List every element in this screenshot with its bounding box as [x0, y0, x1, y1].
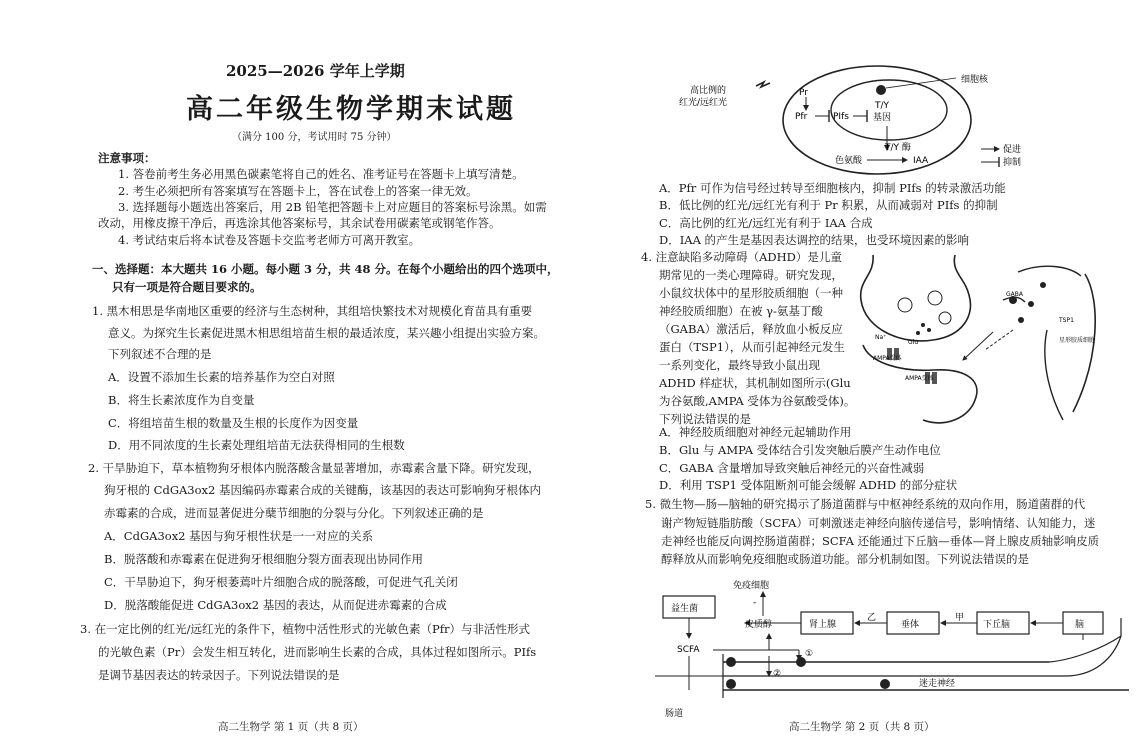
sodium-label: Na⁺: [875, 334, 887, 341]
ampa-receptor-label: AMPA受体: [905, 375, 934, 382]
question-4-stem: 神经胶质细胞）在被 γ-氨基丁酸: [659, 304, 823, 318]
ampa-receptor-label: AMPA受体: [873, 355, 902, 362]
ty-gene-label: T/Y: [875, 101, 890, 111]
page-2: [573, 0, 1146, 751]
light-label: 高比例的: [690, 86, 727, 96]
pathway-1-marker: ①: [805, 649, 814, 659]
q1-option-b: B．将生长素浓度作为自变量: [108, 393, 255, 407]
notice-line: 改动，用橡皮擦干净后，再选涂其他答案标号，其余试卷用碳素笔或钢笔作答。: [98, 216, 501, 230]
question-4-stem: 下列说法错误的是: [659, 412, 751, 426]
notice-title: 注意事项：: [98, 151, 156, 165]
q2-option-d: D．脱落酸能促进 CdGA3ox2 基因的表达，从而促进赤霉素的合成: [104, 598, 447, 612]
question-2-stem: 狗牙根的 CdGA3ox2 基因编码赤霉素合成的关键酶，该基因的表达可影响狗牙根体内: [104, 483, 542, 497]
gut-label: 肠道: [665, 709, 684, 719]
question-4-stem: 4. 注意缺陷多动障碍（ADHD）是儿童: [641, 250, 842, 264]
gut-brain-axis-diagram: [573, 0, 1146, 751]
question-4-stem: ADHD 样症状，其机制如图所示(Glu: [659, 376, 851, 390]
cortisol-label: 皮质醇: [745, 620, 773, 630]
notice-line: 4. 考试结束后将本试卷及答题卡交监考老师方可离开教室。: [118, 233, 421, 247]
q4-option-d: D．利用 TSP1 受体阻断剂可能会缓解 ADHD 的部分症状: [659, 478, 958, 492]
question-1-stem: 意义。为探究生长素促进黑木相思组培苗生根的最适浓度，某兴趣小组提出实验方案。: [108, 326, 545, 340]
q4-option-c: C．GABA 含量增加导致突触后神经元的兴奋性减弱: [659, 461, 925, 475]
question-4-stem: 一系列变化，最终导致小鼠出现: [659, 358, 820, 372]
q3-option-b: B．低比例的红光/远红光有利于 Pr 积累，从而减弱对 PIfs 的抑制: [659, 198, 998, 212]
light-label: 红光/远红光: [679, 98, 728, 108]
pituitary-box: 垂体: [901, 620, 920, 630]
exam-year: 2025—2026 学年上学期: [226, 62, 405, 80]
question-3-stem: 的光敏色素（Pr）会发生相互转化，进而影响生长素的合成，具体过程如图所示。PIfs: [98, 645, 537, 659]
tryptophan-label: 色氨酸: [835, 156, 863, 166]
question-4-stem: （GABA）激活后，释放血小板反应: [659, 322, 843, 336]
brain-box: 脑: [1075, 620, 1085, 630]
probiotic-label: 益生菌: [671, 604, 699, 614]
question-5-stem: 5. 微生物—肠—脑轴的研究揭示了肠道菌群与中枢神经系统的双向作用，肠道菌群的代: [645, 497, 1086, 511]
question-1-stem: 下列叙述不合理的是: [108, 347, 212, 361]
q1-option-a: A．设置不添加生长素的培养基作为空白对照: [108, 370, 335, 384]
question-5-stem: 醇释放从而影响免疫细胞或肠道功能。部分机制如图。下列说法错误的是: [661, 552, 1029, 566]
legend-promote: 促进: [1003, 145, 1022, 155]
q1-option-c: C．将组培苗生根的数量及生根的长度作为因变量: [108, 416, 359, 430]
pr-label: Pr: [799, 88, 808, 98]
ty-gene-label: 基因: [873, 113, 892, 123]
notice-line: 2. 考生必须把所有答案填写在答题卡上，答在试卷上的答案一律无效。: [118, 184, 478, 198]
hormone-a-label: 甲: [955, 613, 965, 623]
q4-option-b: B．Glu 与 AMPA 受体结合引发突触后膜产生动作电位: [659, 443, 941, 457]
iaa-label: IAA: [913, 156, 929, 166]
question-3-stem: 是调节基因表达的转录因子。下列说法错误的是: [98, 668, 340, 682]
pathway-2-marker: ②: [773, 669, 782, 679]
question-5-stem: 走神经也能反向调控肠道菌群；SCFA 还能通过下丘脑—垂体—肾上腺皮质轴影响皮质: [661, 534, 1100, 548]
notice-line: 1. 答卷前考生务必用黑色碳素笔将自己的姓名、准考证号在答题卡上填写清楚。: [118, 167, 524, 181]
q2-option-a: A．CdGA3ox2 基因与狗牙根性状是一一对应的关系: [104, 529, 374, 543]
gaba-label: GABA: [1006, 291, 1023, 298]
pifs-label: PIfs: [833, 112, 849, 122]
vagus-nerve-label: 迷走神经: [919, 679, 956, 689]
q3-option-a: A．Pfr 可作为信号经过转导至细胞核内，抑制 PIfs 的转录激活功能: [659, 181, 1006, 195]
q2-option-b: B．脱落酸和赤霉素在促进狗牙根细胞分裂方面表现出协同作用: [104, 552, 423, 566]
glu-label: Glu: [908, 339, 919, 346]
exam-title: 高二年级生物学期末试题: [186, 94, 516, 125]
q2-option-c: C．干旱胁迫下，狗牙根萎蔫叶片细胞合成的脱落酸，可促进气孔关闭: [104, 575, 458, 589]
question-4-stem: 期常见的一类心理障碍。研究发现，: [659, 268, 843, 282]
adrenal-gland-box: 肾上腺: [809, 620, 837, 630]
question-4-stem: 蛋白（TSP1），从而引起神经元发生: [659, 340, 845, 354]
q1-option-d: D．用不同浓度的生长素处理组培苗无法获得相同的生根数: [108, 438, 405, 452]
hypothalamus-box: 下丘脑: [983, 620, 1011, 630]
notice-line: 3. 选择题每小题选出答案后，用 2B 铅笔把答题卡上对应题目的答案标号涂黑。如需: [118, 200, 547, 214]
inhibit-minus: -: [753, 598, 757, 608]
q3-option-d: D．IAA 的产生是基因表达调控的结果，也受环境因素的影响: [659, 233, 970, 247]
q4-option-a: A．神经胶质细胞对神经元起辅助作用: [659, 425, 852, 439]
question-5-stem: 谢产物短链脂肪酸（SCFA）可刺激迷走神经向脑传递信号，影响情绪、认知能力，迷: [661, 516, 1096, 530]
question-4-stem: 为谷氨酸,AMPA 受体为谷氨酸受体)。: [659, 394, 856, 408]
tsp1-label: TSP1: [1059, 317, 1074, 324]
q3-option-c: C．高比例的红光/远红光有利于 IAA 合成: [659, 216, 873, 230]
hormone-b-label: 乙: [867, 613, 877, 623]
question-4-stem: 小鼠纹状体中的星形胶质细胞（一种: [659, 286, 843, 300]
section-heading: 一、选择题：本大题共 16 小题。每小题 3 分，共 48 分。在每个小题给出的四个选项中，: [92, 262, 559, 276]
question-2-stem: 2. 干旱胁迫下，草本植物狗牙根体内脱落酸含量显著增加，赤霉素含量下降。研究发现，: [88, 461, 540, 475]
section-heading: 只有一项是符合题目要求的。: [112, 280, 262, 294]
pfr-label: Pfr: [795, 112, 808, 122]
question-2-stem: 赤霉素的合成，进而显著促进分蘖节细胞的分裂与分化。下列叙述正确的是: [104, 506, 484, 520]
question-1-stem: 1. 黑木相思是华南地区重要的经济与生态树种，其组培快繁技术对规模化育苗具有重要: [92, 304, 533, 318]
scfa-label: SCFA: [677, 645, 700, 655]
ty-enzyme-label: T/Y 酶: [885, 143, 911, 153]
nucleus-label: 细胞核: [961, 75, 989, 85]
astrocyte-label: 星形胶质细胞: [1059, 337, 1096, 344]
immune-cell-label: 免疫细胞: [733, 581, 770, 591]
legend-inhibit: 抑制: [1003, 158, 1022, 168]
exam-subtitle: （满分 100 分，考试用时 75 分钟）: [232, 132, 397, 143]
page-footer: 高二生物学 第 1 页（共 8 页）: [218, 721, 364, 733]
question-3-stem: 3. 在一定比例的红光/远红光的条件下，植物中活性形式的光敏色素（Pfr）与非活性形式: [80, 622, 530, 636]
page-footer: 高二生物学 第 2 页（共 8 页）: [789, 721, 935, 733]
